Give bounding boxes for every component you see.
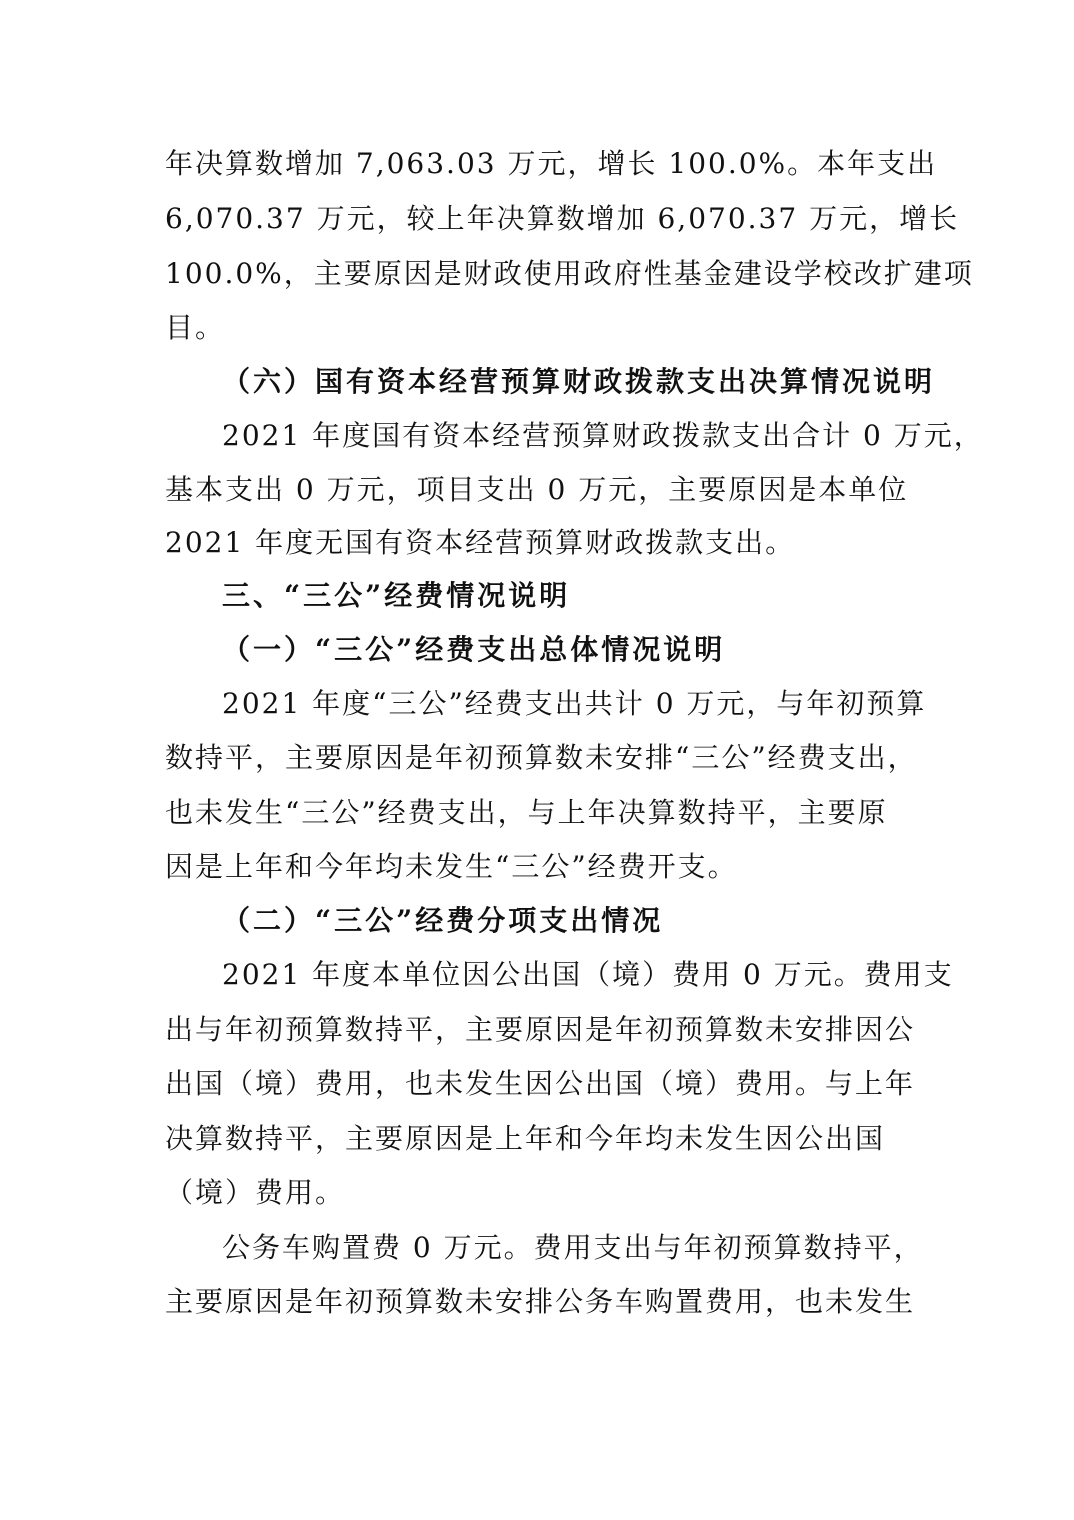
text-line: 6,070.37 万元，较上年决算数增加 6,070.37 万元，增长 [165, 202, 960, 235]
text-line: 公务车购置费 0 万元。费用支出与年初预算数持平， [222, 1231, 924, 1264]
text-line: 因是上年和今年均未发生“三公”经费开支。 [165, 850, 738, 883]
subsection-heading: （一）“三公”经费支出总体情况说明 [222, 633, 726, 666]
text-line: 数持平，主要原因是年初预算数未安排“三公”经费支出， [165, 741, 918, 774]
text-line: 出与年初预算数持平，主要原因是年初预算数未安排因公 [165, 1013, 916, 1046]
text-line: 也未发生“三公”经费支出，与上年决算数持平，主要原 [165, 796, 888, 829]
text-line: 基本支出 0 万元，项目支出 0 万元，主要原因是本单位 [165, 473, 909, 506]
text-line: 2021 年度“三公”经费支出共计 0 万元，与年初预算 [222, 687, 927, 720]
text-line: 年决算数增加 7,063.03 万元，增长 100.0%。本年支出 [165, 147, 938, 180]
text-line: 目。 [165, 311, 226, 344]
text-line: 2021 年度国有资本经营预算财政拨款支出合计 0 万元， [222, 419, 984, 452]
text-line: 2021 年度本单位因公出国（境）费用 0 万元。费用支 [222, 958, 954, 991]
text-line: 主要原因是年初预算数未安排公务车购置费用，也未发生 [165, 1285, 916, 1318]
text-line: 100.0%，主要原因是财政使用政府性基金建设学校改扩建项 [165, 257, 974, 290]
text-line: （境）费用。 [165, 1176, 346, 1209]
text-line: 决算数持平，主要原因是上年和今年均未发生因公出国 [165, 1122, 886, 1155]
section-heading: 三、“三公”经费情况说明 [222, 579, 571, 612]
subsection-heading: （二）“三公”经费分项支出情况 [222, 904, 664, 937]
section-heading: （六）国有资本经营预算财政拨款支出决算情况说明 [222, 365, 936, 398]
text-line: 出国（境）费用，也未发生因公出国（境）费用。与上年 [165, 1067, 916, 1100]
text-line: 2021 年度无国有资本经营预算财政拨款支出。 [165, 526, 796, 559]
